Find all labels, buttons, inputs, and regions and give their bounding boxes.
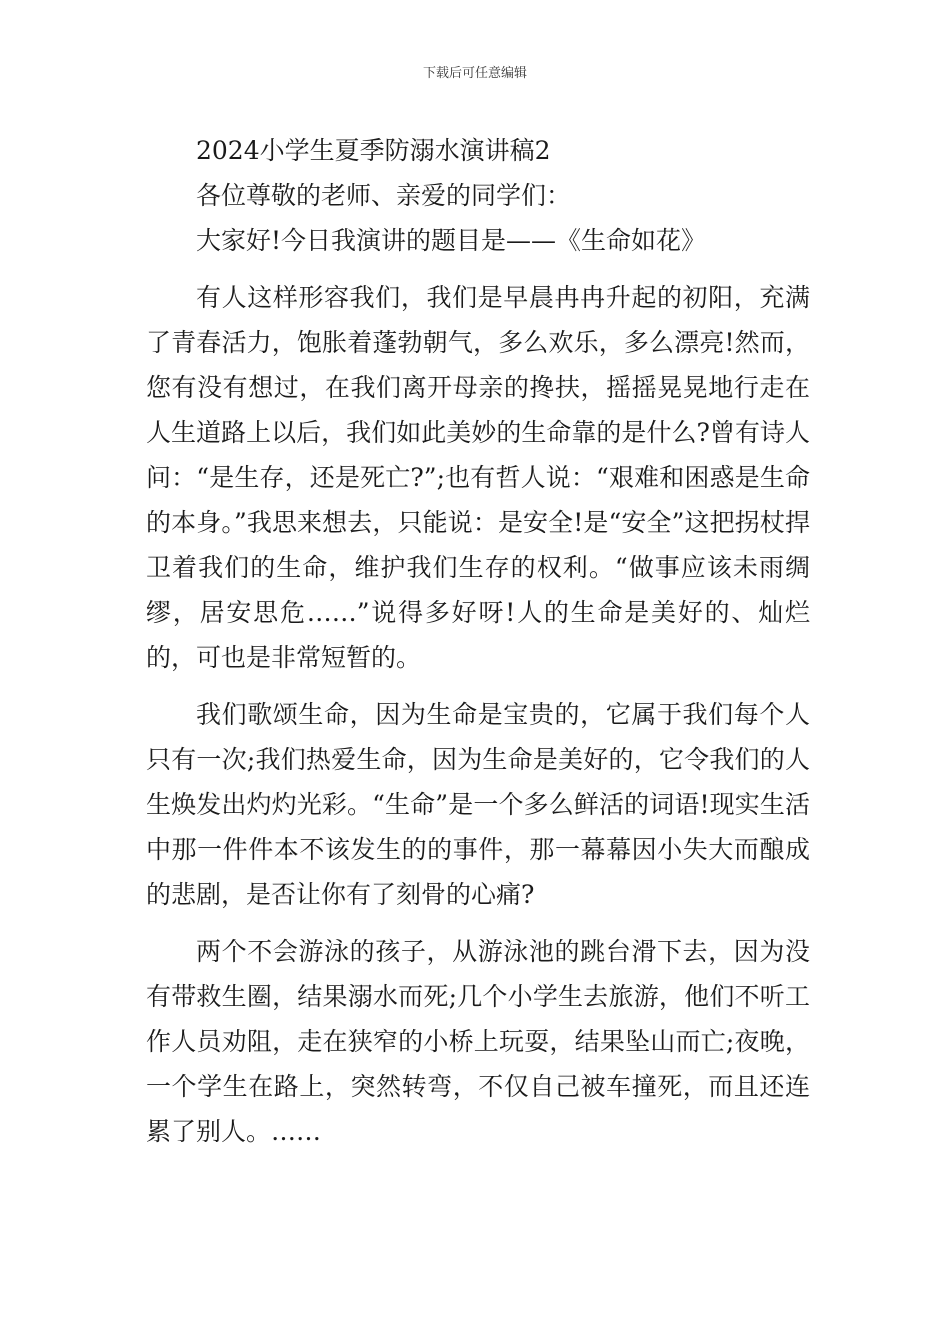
body-paragraph: 我们歌颂生命，因为生命是宝贵的，它属于我们每个人只有一次;我们热爱生命，因为生命是美好的，它令我们的人生焕发出灼灼光彩。“生命”是一个多么鲜活的词语!现实生活中那一件件本不该发生的的事件，那一幕幕因小失大而酿成的悲剧，是否让你有了刻骨的心痛? bbox=[146, 700, 810, 909]
opening-line: 大家好!今日我演讲的题目是——《生命如花》 bbox=[196, 226, 707, 255]
body-paragraph: 有人这样形容我们，我们是早晨冉冉升起的初阳，充满了青春活力，饱胀着蓬勃朝气，多么欢乐，多么漂亮!然而，您有没有想过，在我们离开母亲的搀扶，摇摇晃晃地行走在人生道路上以后，我们如此美妙的生命靠的是什么?曾有诗人问：“是生存，还是死亡?”;也有哲人说：“艰难和困惑是生命的本身。”我思来想去，只能说：是安全!是“安全”这把拐杖捍卫着我们的生命，维护我们生存的权利。“做事应该未雨绸缪，居安思危……”说得多好呀!人的生命是美好的、灿烂的，可也是非常短暂的。 bbox=[146, 283, 810, 672]
salutation: 各位尊敬的老师、亲爱的同学们： bbox=[196, 181, 572, 210]
document-heading-block bbox=[146, 128, 810, 263]
document-title: 2024小学生夏季防溺水演讲稿2 bbox=[196, 136, 551, 165]
page-header-note: 下载后可任意编辑 bbox=[422, 66, 527, 81]
body-paragraph: 两个不会游泳的孩子，从游泳池的跳台滑下去，因为没有带救生圈，结果溺水而死;几个小学生去旅游，他们不听工作人员劝阻，走在狭窄的小桥上玩耍，结果坠山而亡;夜晚，一个学生在路上，突然转弯，不仅自己被车撞死，而且还连累了别人。…… bbox=[146, 937, 810, 1146]
document-body bbox=[146, 128, 810, 1166]
